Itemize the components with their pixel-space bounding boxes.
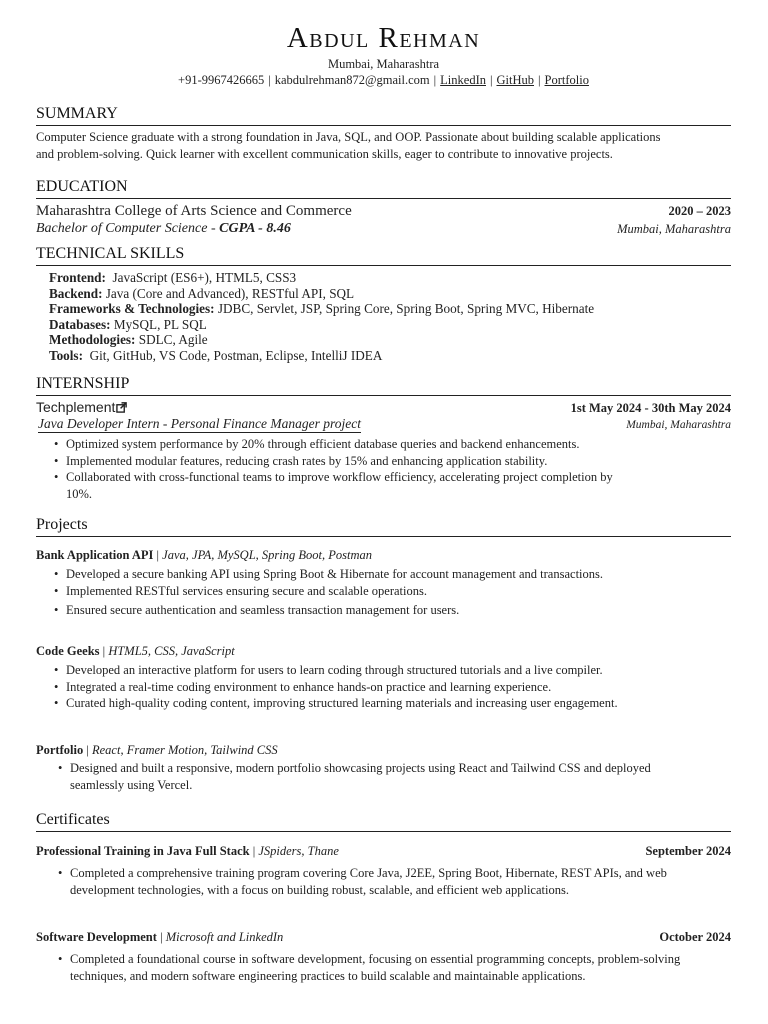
portfolio-link[interactable]: Portfolio (544, 73, 589, 87)
list-item (58, 760, 731, 793)
list-item: • Ensured secure authentication and seamless transaction management for users. (54, 602, 731, 619)
certificate-description (58, 951, 731, 984)
bullet-text: Completed a foundational course in software development, focusing on essential programming concepts, problem-solving (70, 952, 681, 966)
list-item (54, 469, 731, 502)
list-item (58, 865, 731, 898)
list-item: • Implemented modular features, reducing crash rates by 15% and enhancing application stability. (54, 453, 731, 470)
certificate-date: October 2024 (659, 930, 731, 944)
skills-heading: TECHNICAL SKILLS (36, 244, 731, 266)
separator: | (489, 73, 493, 87)
education-school: Maharashtra College of Arts Science and Commerce (36, 203, 352, 219)
bullet-text: seamlessly using Vercel. (70, 777, 193, 792)
internship-heading: INTERNSHIP (36, 374, 731, 396)
phone-number: +91-9967426665 (178, 73, 265, 87)
resume-page (36, 0, 731, 1024)
contact-line (36, 72, 731, 89)
project-title-line: Code Geeks | HTML5, CSS, JavaScript (36, 644, 235, 658)
skill-value: JavaScript (ES6+), HTML5, CSS3 (112, 270, 297, 285)
skill-label: Frontend: (49, 270, 106, 285)
project-title: Portfolio (36, 743, 84, 757)
skill-row-tools (49, 348, 382, 364)
skill-value: JDBC, Servlet, JSP, Spring Core, Spring Boot, Spring MVC, Hibernate (217, 301, 595, 316)
education-location: Mumbai, Maharashtra (617, 222, 731, 236)
internship-dates: 1st May 2024 - 30th May 2024 (570, 401, 731, 415)
certificate-description (58, 865, 731, 898)
certificate-title: Professional Training in Java Full Stack (36, 844, 250, 858)
education-dates: 2020 – 2023 (668, 204, 731, 218)
project-tech: React, Framer Motion, Tailwind CSS (91, 743, 278, 757)
skill-value: Git, GitHub, VS Code, Postman, Eclipse, IntelliJ IDEA (89, 348, 383, 363)
skill-row-backend (49, 286, 354, 302)
internship-location: Mumbai, Maharashtra (626, 419, 731, 431)
internship-role: Java Developer Intern - Personal Finance Manager project (38, 416, 362, 431)
resume-name: Abdul Rehman (286, 22, 481, 54)
list-item (58, 951, 731, 984)
education-heading: EDUCATION (36, 177, 731, 199)
summary-text (36, 129, 731, 163)
separator: | (538, 73, 541, 87)
internship-bullets (54, 436, 731, 502)
bullet-text: Designed and built a responsive, modern portfolio showcasing projects using React and Tailwind CSS and deployed (70, 761, 651, 775)
list-item: • Curated high-quality coding content, improving structured learning materials and increasing user engagement. (54, 695, 731, 712)
education-degree: Bachelor of Computer Science - (36, 221, 220, 236)
external-link-icon[interactable] (116, 402, 127, 413)
education-degree-line (36, 220, 291, 237)
internship-company[interactable]: Techplement (36, 399, 116, 415)
projects-heading: Projects (36, 515, 731, 537)
skill-value: MySQL, PL SQL (113, 317, 207, 332)
certificate-title-line: Professional Training in Java Full Stack | JSpiders, Thane (36, 844, 339, 858)
skill-label: Tools: (49, 348, 83, 363)
skill-label: Databases: (49, 317, 111, 332)
skill-value: Java (Core and Advanced), RESTful API, SQL (105, 286, 355, 301)
project-title-line: Bank Application API | Java, JPA, MySQL, Spring Boot, Postman (36, 548, 372, 562)
skill-row-frontend (49, 270, 296, 286)
certificate-title-line: Software Development | Microsoft and LinkedIn (36, 930, 284, 944)
skill-row-methodologies (49, 332, 208, 348)
bullet-text: development technologies, with a focus on building robust, scalable, and efficient web applications. (70, 882, 569, 897)
summary-line: and problem-solving. Quick learner with excellent communication skills, eager to contribute to innovative projects. (36, 147, 613, 161)
list-item: • Implemented RESTful services ensuring secure and scalable operations. (54, 583, 731, 600)
certificate-issuer: JSpiders, Thane (258, 844, 339, 858)
bullet-text: 10%. (66, 486, 93, 501)
github-link[interactable]: GitHub (496, 73, 534, 87)
project-bullets (54, 566, 731, 619)
skill-row-frameworks (49, 301, 594, 317)
list-item: • Integrated a real-time coding environment to enhance hands-on practice and learning experience. (54, 679, 731, 696)
list-item: • Optimized system performance by 20% through efficient database queries and backend enhancements. (54, 436, 731, 453)
project-title: Code Geeks (36, 644, 100, 658)
bullet-text: techniques, and modern software engineering practices to build scalable and maintainable applications. (70, 968, 586, 983)
skill-label: Backend: (49, 286, 103, 301)
skill-label: Frameworks & Technologies: (49, 301, 215, 316)
summary-line: Computer Science graduate with a strong foundation in Java, SQL, and OOP. Passionate about building scalable applications (36, 130, 661, 144)
project-bullets (58, 760, 731, 793)
separator: | (268, 73, 271, 87)
summary-heading: SUMMARY (36, 104, 731, 126)
project-title-line: Portfolio | React, Framer Motion, Tailwind CSS (36, 743, 278, 757)
project-bullets (54, 662, 731, 712)
project-title: Bank Application API (36, 548, 154, 562)
bullet-text: Collaborated with cross-functional teams to improve workflow efficiency, accelerating project completion by (66, 470, 613, 484)
certificates-heading: Certificates (36, 810, 731, 832)
linkedin-link[interactable]: LinkedIn (440, 73, 486, 87)
header-location: Mumbai, Maharashtra (327, 57, 440, 71)
skill-row-databases (49, 317, 207, 333)
list-item: • Developed an interactive platform for users to learn coding through structured tutorials and a live compiler. (54, 662, 731, 679)
skill-label: Methodologies: (49, 332, 136, 347)
certificate-title: Software Development (36, 930, 157, 944)
separator: | (433, 73, 437, 87)
certificate-date: September 2024 (645, 844, 731, 858)
internship-company-line (36, 398, 127, 416)
project-tech: Java, JPA, MySQL, Spring Boot, Postman (162, 548, 372, 562)
bullet-text: Completed a comprehensive training program covering Core Java, J2EE, Spring Boot, Hibernate, REST APIs, and web (70, 866, 667, 880)
skill-value: SDLC, Agile (138, 332, 208, 347)
education-cgpa: CGPA - 8.46 (219, 221, 291, 236)
email-address[interactable]: kabdulrehman872@gmail.com (274, 73, 430, 87)
list-item: • Developed a secure banking API using Spring Boot & Hibernate for account management and transactions. (54, 566, 731, 583)
project-tech: HTML5, CSS, JavaScript (108, 644, 235, 658)
certificate-issuer: Microsoft and LinkedIn (165, 930, 284, 944)
